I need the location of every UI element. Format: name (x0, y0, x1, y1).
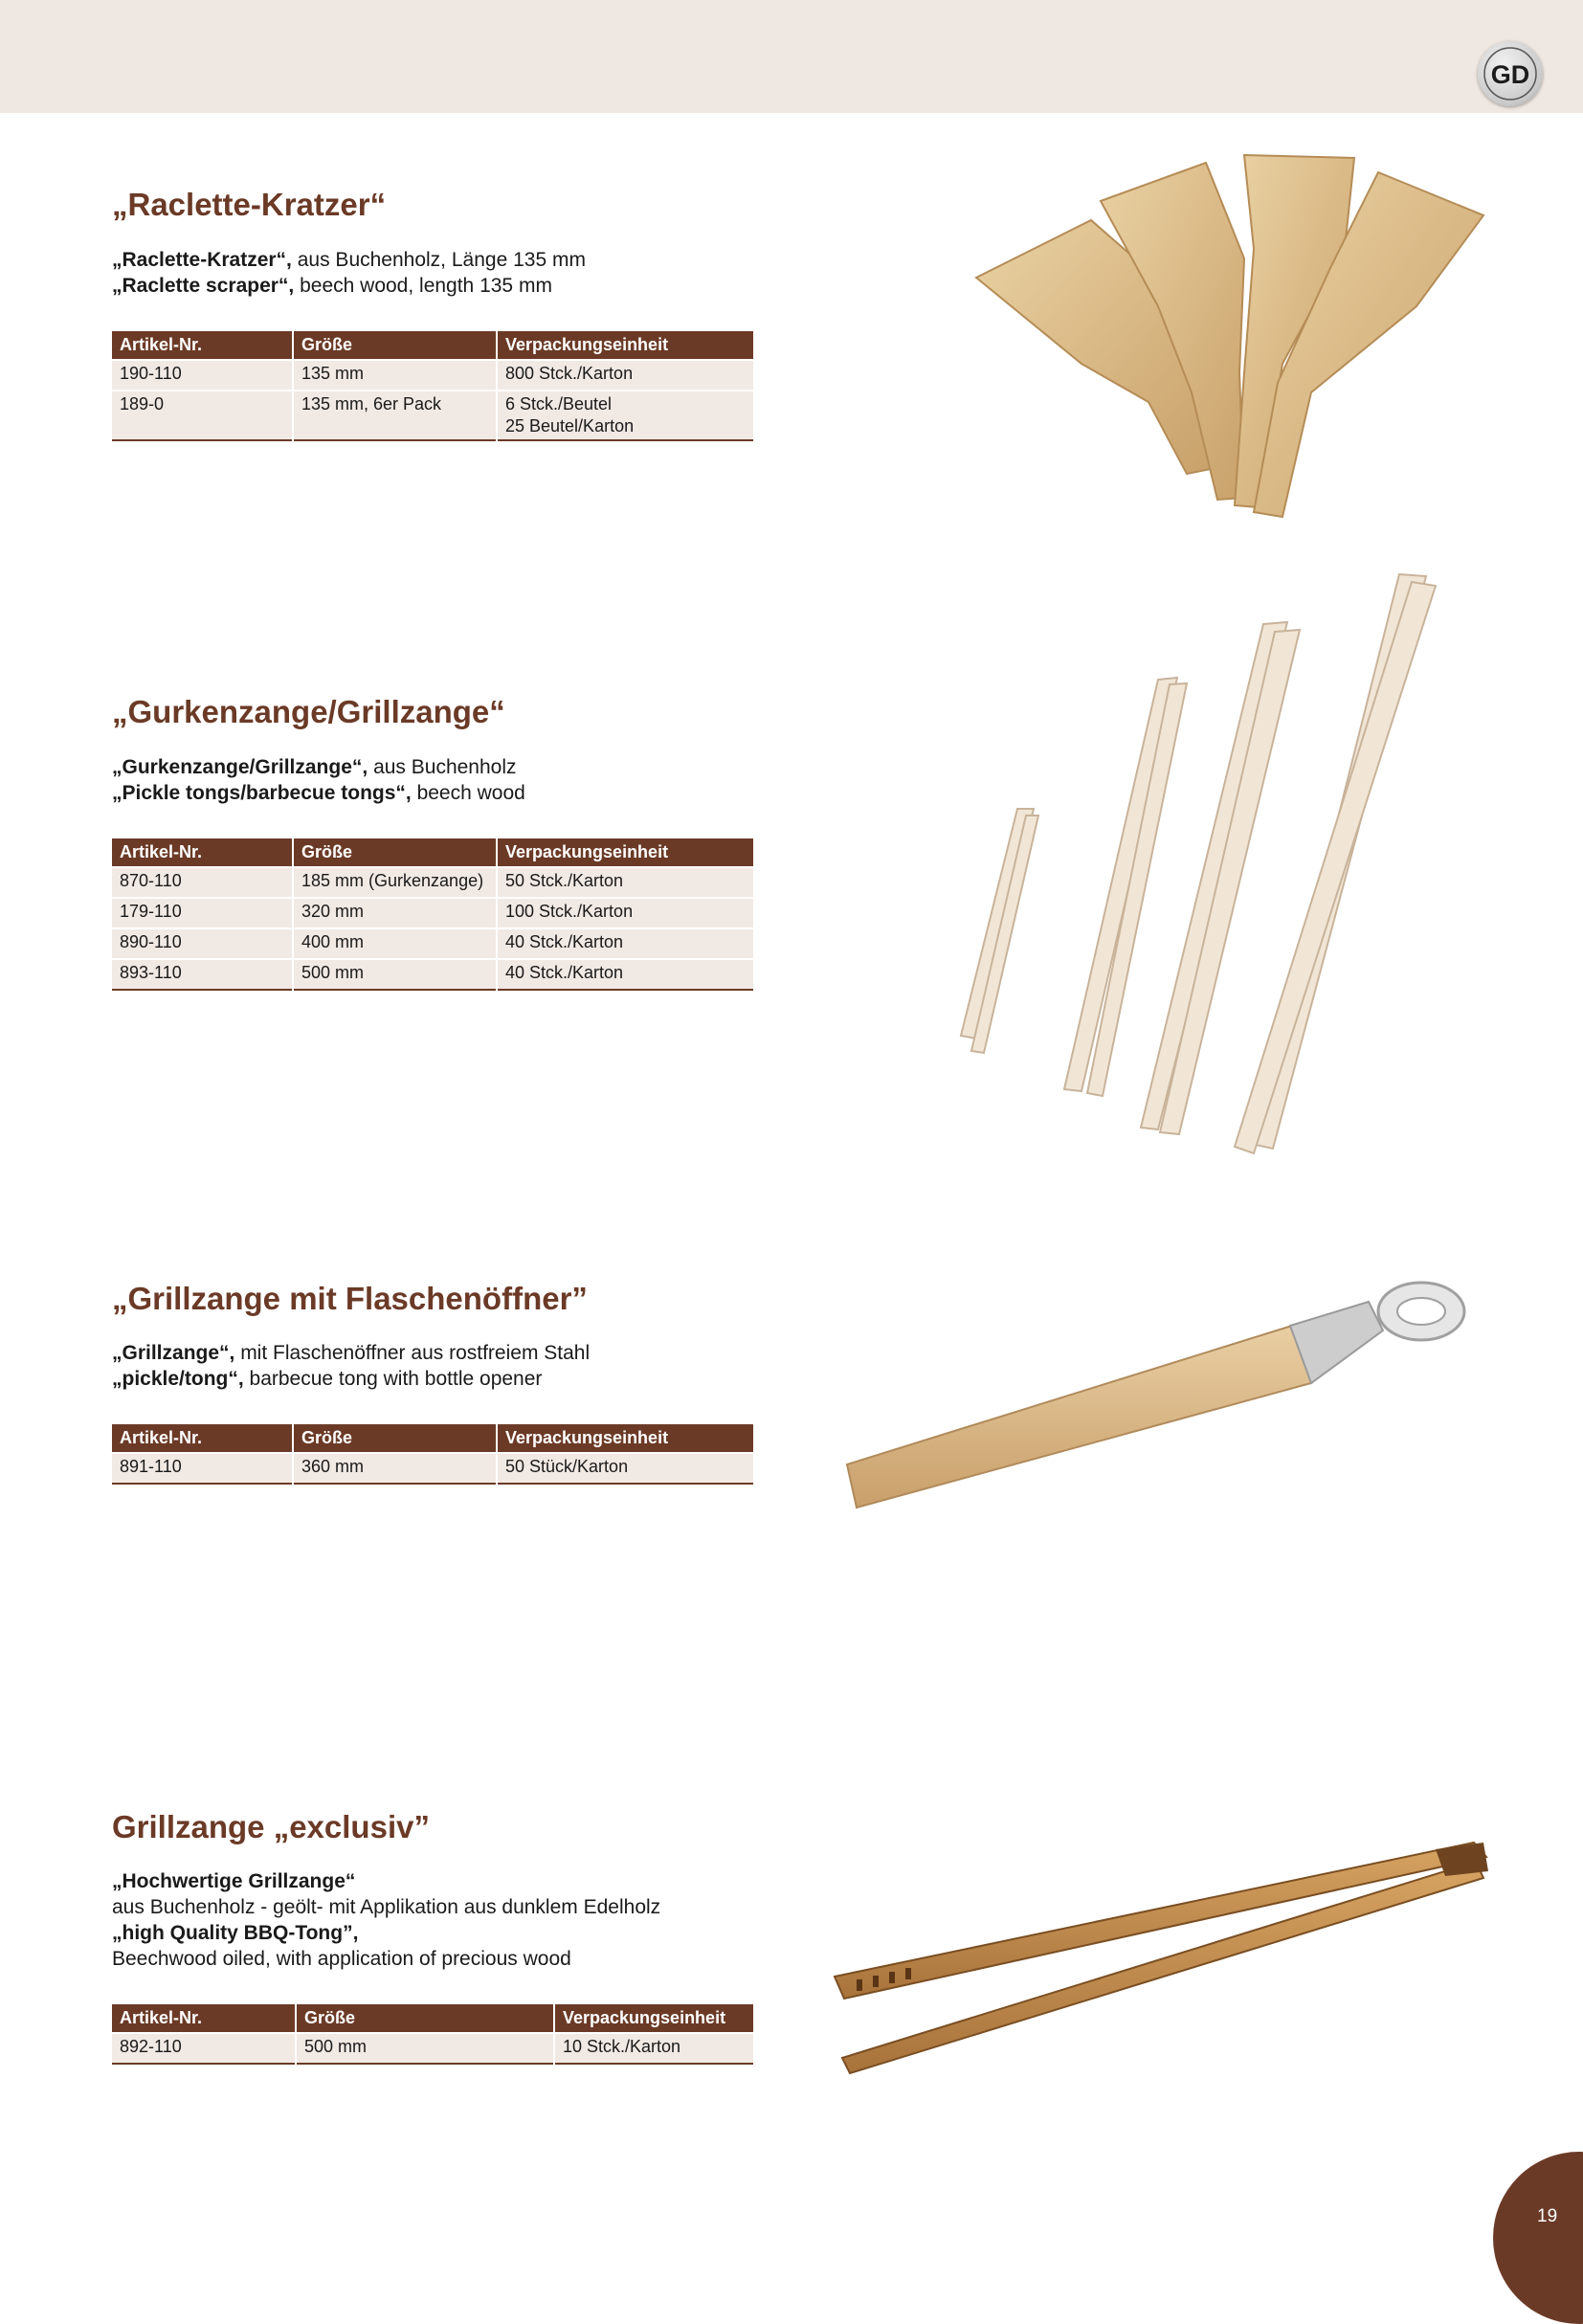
section-title-exclusive-tong: Grillzange „exclusiv” (112, 1809, 430, 1844)
spec-table-bottle-opener-tong (112, 1424, 753, 1485)
spec-table-raclette (112, 331, 753, 441)
desc-line: „Grillzange“, mit Flaschenöffner aus rostfreiem Stahl (112, 1342, 591, 1364)
table-header-row (112, 331, 753, 360)
col-header-size: Größe (293, 1424, 497, 1453)
page-number-badge (1493, 2152, 1583, 2324)
logo-text: GD (1490, 60, 1530, 89)
table-row: 892-110 500 mm 10 Stck./Karton (112, 2033, 753, 2064)
desc-line: „Pickle tongs/barbecue tongs“, beech wood (112, 782, 525, 804)
section-title-raclette: „Raclette-Kratzer“ (112, 187, 387, 222)
table-row: 190-110 135 mm 800 Stck./Karton (112, 360, 753, 391)
section-desc-bottle-opener-tong (112, 1340, 590, 1392)
desc-line: „pickle/tong“, barbecue tong with bottle opener (112, 1368, 543, 1390)
table-row: 890-110 400 mm 40 Stck./Karton (112, 928, 753, 959)
header-band (0, 0, 1583, 113)
section-desc-raclette (112, 247, 586, 299)
col-header-size: Größe (293, 838, 497, 867)
raclette-scraper-image (967, 144, 1503, 526)
desc-line: Beechwood oiled, with application of precious wood (112, 1948, 571, 1970)
brand-logo (1478, 41, 1543, 106)
col-header-size: Größe (293, 331, 497, 360)
table-header-row (112, 838, 753, 867)
bottle-opener-tong-image (833, 1273, 1503, 1522)
section-desc-pickle-tongs (112, 754, 525, 806)
pickle-tongs-image (919, 565, 1474, 1158)
page-number: 19 (1537, 2206, 1558, 2226)
section-title-bottle-opener-tong: „Grillzange mit Flaschenöffner” (112, 1281, 588, 1316)
section-title-pickle-tongs: „Gurkenzange/Grillzange“ (112, 694, 505, 729)
section-desc-exclusive-tong (112, 1868, 660, 1972)
spec-table-exclusive-tong (112, 2004, 753, 2065)
table-row: 891-110 360 mm 50 Stück/Karton (112, 1453, 753, 1484)
col-header-packaging: Verpackungseinheit (554, 2004, 753, 2033)
desc-line: aus Buchenholz - geölt- mit Applikation aus dunklem Edelholz (112, 1896, 661, 1918)
desc-line: „Raclette scraper“, beech wood, length 135 mm (112, 275, 552, 297)
table-row: 870-110 185 mm (Gurkenzange) 50 Stck./Karton (112, 867, 753, 898)
col-header-article: Artikel-Nr. (112, 2004, 296, 2033)
col-header-size: Größe (296, 2004, 554, 2033)
desc-line: „Raclette-Kratzer“, aus Buchenholz, Länge 135 mm (112, 249, 586, 271)
desc-line: „Hochwertige Grillzange“ (112, 1870, 356, 1892)
col-header-packaging: Verpackungseinheit (497, 838, 753, 867)
table-header-row (112, 1424, 753, 1453)
bbq-tong-exclusive-image (823, 1828, 1493, 2087)
desc-line: „high Quality BBQ-Tong”, (112, 1922, 359, 1944)
table-row: 179-110 320 mm 100 Stck./Karton (112, 898, 753, 928)
col-header-packaging: Verpackungseinheit (497, 331, 753, 360)
gd-logo-icon (1478, 41, 1543, 106)
table-row: 189-0 135 mm, 6er Pack 6 Stck./Beutel 25 Beutel/Karton (112, 391, 753, 440)
spec-table-pickle-tongs (112, 838, 753, 991)
desc-line: „Gurkenzange/Grillzange“, aus Buchenholz (112, 756, 517, 778)
col-header-article: Artikel-Nr. (112, 838, 293, 867)
col-header-article: Artikel-Nr. (112, 1424, 293, 1453)
table-header-row (112, 2004, 753, 2033)
col-header-article: Artikel-Nr. (112, 331, 293, 360)
col-header-packaging: Verpackungseinheit (497, 1424, 753, 1453)
table-row: 893-110 500 mm 40 Stck./Karton (112, 959, 753, 990)
